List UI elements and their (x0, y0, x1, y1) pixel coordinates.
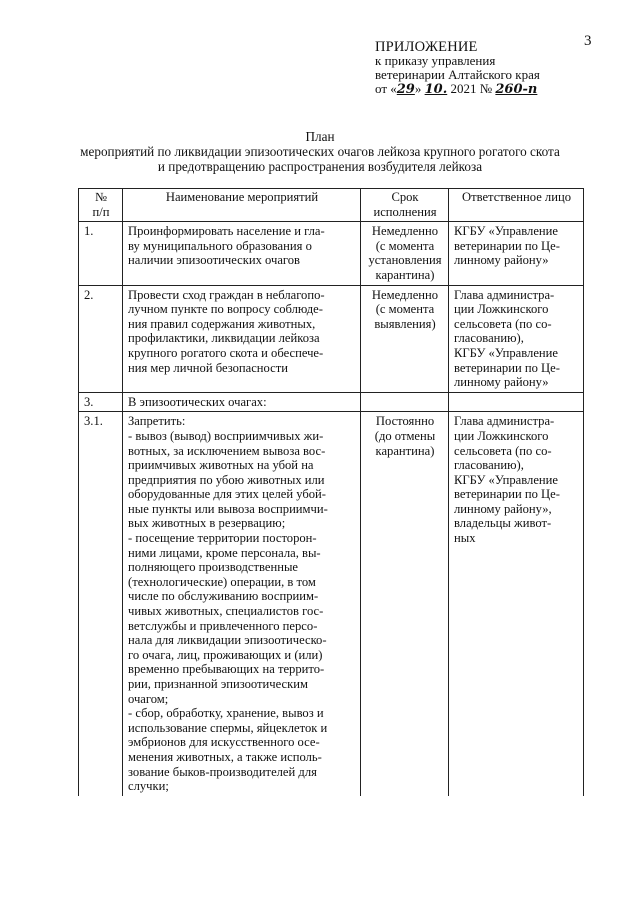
appendix-title: ПРИЛОЖЕНИЕ (375, 39, 478, 55)
row-num: 1. (79, 222, 123, 285)
appendix-line-2: ветеринарии Алтайского края (375, 67, 540, 82)
table-row (79, 392, 584, 412)
title-line-3: и предотвращению распространения возбудителя лейкоза (157, 159, 483, 174)
document-title (0, 129, 640, 174)
date-year: 2021 № (447, 81, 496, 96)
table-header-row (79, 189, 584, 222)
row-measure: Запретить: - вывоз (вывод) восприимчивых жи- вотных, за исключением вывоза вос- приимчивых животных на убой на предприятия по убою животных или оборудованные для этих целей убой- ные пункты или вывоза восприимчи- вых животных в резервацию; - посещение территории посторон- ними лицами, кроме персонала, вы- полняющего производственные (технологические) операции, в том числе по обслуживанию восприим- чивых животных, специалистов гос- ветслужбы и привлеченного персо- нала для ликвидации эпизоотическо- го очага, лиц, проживающих и (или) временно пребывающих на террито- рии, признанной эпизоотическим очагом; - сбор, обработку, хранение, вывоз и использование спермы, яйцеклеток и эмбрионов для искусственного осе- менения животных, а также исполь- зование быков-производителей для случки; (123, 412, 361, 796)
row-responsible: Глава администра- ции Ложкинского сельсовета (по со- гласованию), КГБУ «Управление ветеринарии по Це- линному району» (449, 285, 584, 392)
row-term (361, 392, 449, 412)
row-num: 3.1. (79, 412, 123, 796)
date-month: 10. (424, 82, 448, 97)
row-responsible: Глава администра- ции Ложкинского сельсовета (по со- гласованию), КГБУ «Управление ветеринарии по Це- линному району», владельцы живот- ных (449, 412, 584, 796)
measures-table (78, 188, 584, 796)
row-num: 3. (79, 392, 123, 412)
header-responsible: Ответственное лицо (449, 189, 584, 222)
header-name: Наименование мероприятий (123, 189, 361, 222)
date-day: 29 (396, 82, 415, 97)
row-responsible: КГБУ «Управление ветеринарии по Це- линному району» (449, 222, 584, 285)
title-line-2: мероприятий по ликвидации эпизоотических очагов лейкоза крупного рогатого скота (80, 144, 560, 159)
header-term: Срок исполнения (361, 189, 449, 222)
title-line-1: План (305, 129, 335, 144)
appendix-date-line (375, 82, 540, 97)
date-mid: » (414, 81, 425, 96)
row-responsible (449, 392, 584, 412)
table-row (79, 285, 584, 392)
date-prefix: от « (375, 81, 397, 96)
row-measure: В эпизоотических очагах: (123, 392, 361, 412)
row-measure: Проинформировать население и гла- ву муниципального образования о наличии эпизоотических очагов (123, 222, 361, 285)
row-measure: Провести сход граждан в неблагопо- лучном пункте по вопросу соблюде- ния правил содержания животных, профилактики, ликвидации лейкоза крупного рогатого скота и обеспече- ния мер личной безопасности (123, 285, 361, 392)
row-term: Немедленно (с момента выявления) (361, 285, 449, 392)
table-row (79, 412, 584, 796)
page-number: 3 (584, 33, 592, 49)
order-number: 260-п (495, 82, 538, 97)
row-term: Немедленно (с момента установления карантина) (361, 222, 449, 285)
row-num: 2. (79, 285, 123, 392)
row-term: Постоянно (до отмены карантина) (361, 412, 449, 796)
header-num: № п/п (79, 189, 123, 222)
table-row (79, 222, 584, 285)
appendix-line-1: к приказу управления (375, 53, 496, 68)
appendix-header (375, 40, 540, 97)
